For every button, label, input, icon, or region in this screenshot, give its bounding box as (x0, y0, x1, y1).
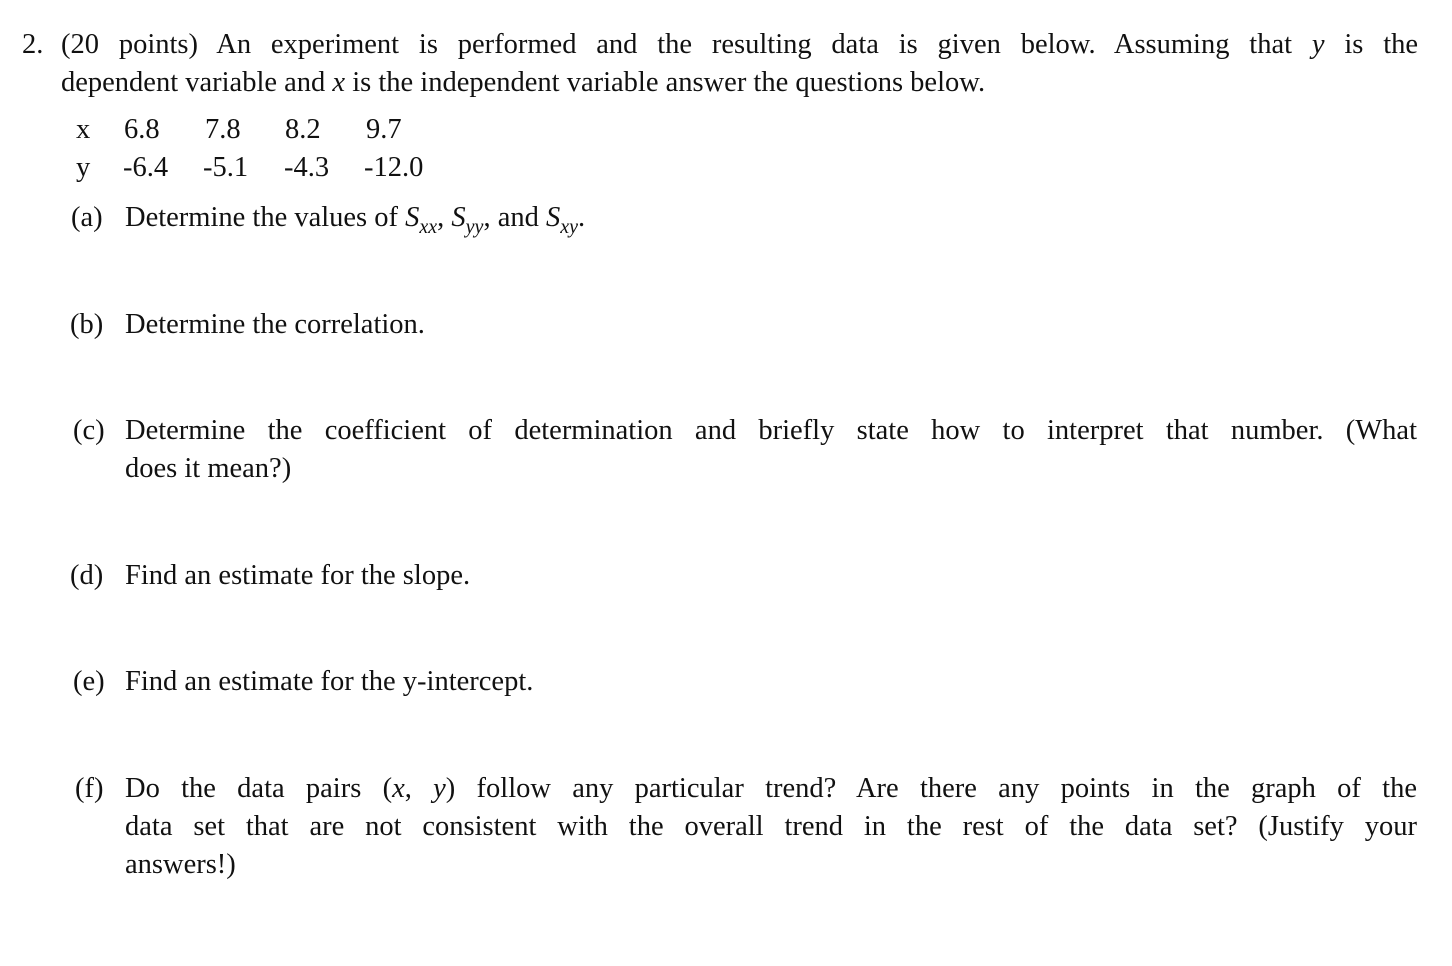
table-x-label: x (76, 114, 91, 145)
part-b-text: Determine the correlation. (125, 309, 425, 340)
table-x-value: 9.7 (366, 114, 402, 145)
part-a-text: Determine the values of $S_{xx}$, $S_{yy}$, and $S_{xy}$. (125, 202, 586, 238)
part-a-prompt: Determine the values of (125, 202, 399, 233)
part-f-text-2: follow any particular trend? Are there any points in the graph of the (476, 773, 1418, 804)
part-e-text: Find an estimate for the y-intercept. (125, 666, 534, 697)
part-c-line1: Determine the coefficient of determination and briefly state how to interpret that number. (What (125, 415, 1417, 446)
part-c-line2: does it mean?) (125, 453, 292, 484)
sxy-symbol: $S_{xy}$ (545, 202, 578, 238)
problem-intro-line2-text-2: is the independent variable answer the questions below. (352, 67, 986, 98)
part-a-and: and (497, 202, 539, 233)
part-a-label: (a) (71, 202, 103, 233)
data-pair: (x, y) (382, 773, 456, 804)
problem-number: 2. (22, 29, 44, 60)
part-c-label: (c) (73, 415, 105, 446)
part-f-line1 (125, 770, 1417, 808)
variable-y: y (1311, 29, 1325, 60)
part-f-line3: answers!) (125, 849, 236, 880)
part-e-label: (e) (73, 666, 105, 697)
problem-intro-text-2: is the (1344, 29, 1419, 60)
table-x-value: 8.2 (285, 114, 321, 145)
table-y-value: -5.1 (203, 152, 249, 183)
part-d-text: Find an estimate for the slope. (125, 560, 471, 591)
table-y-value: -6.4 (123, 152, 169, 183)
problem-intro-line1 (61, 26, 1418, 64)
table-x-value: 7.8 (205, 114, 241, 145)
part-b-label: (b) (70, 309, 104, 340)
part-f-label: (f) (75, 773, 104, 804)
problem-points: (20 points) (61, 29, 198, 60)
sxx-symbol: $S_{xx}$ (405, 202, 438, 238)
part-f-text-1: Do the data pairs (125, 773, 362, 804)
table-y-value: -4.3 (284, 152, 330, 183)
problem-intro-line2 (61, 64, 985, 102)
problem-intro-text-1: An experiment is performed and the resulting data is given below. Assuming that (216, 29, 1293, 60)
syy-symbol: $S_{yy}$ (451, 202, 484, 238)
table-y-label: y (76, 152, 91, 183)
table-y-value: -12.0 (364, 152, 424, 183)
table-x-value: 6.8 (124, 114, 160, 145)
part-d-label: (d) (70, 560, 104, 591)
problem-intro-line2-text-1: dependent variable and (61, 67, 326, 98)
variable-x: x (332, 67, 346, 98)
part-f-line2: data set that are not consistent with the overall trend in the rest of the data set? (Justify your (125, 811, 1417, 842)
